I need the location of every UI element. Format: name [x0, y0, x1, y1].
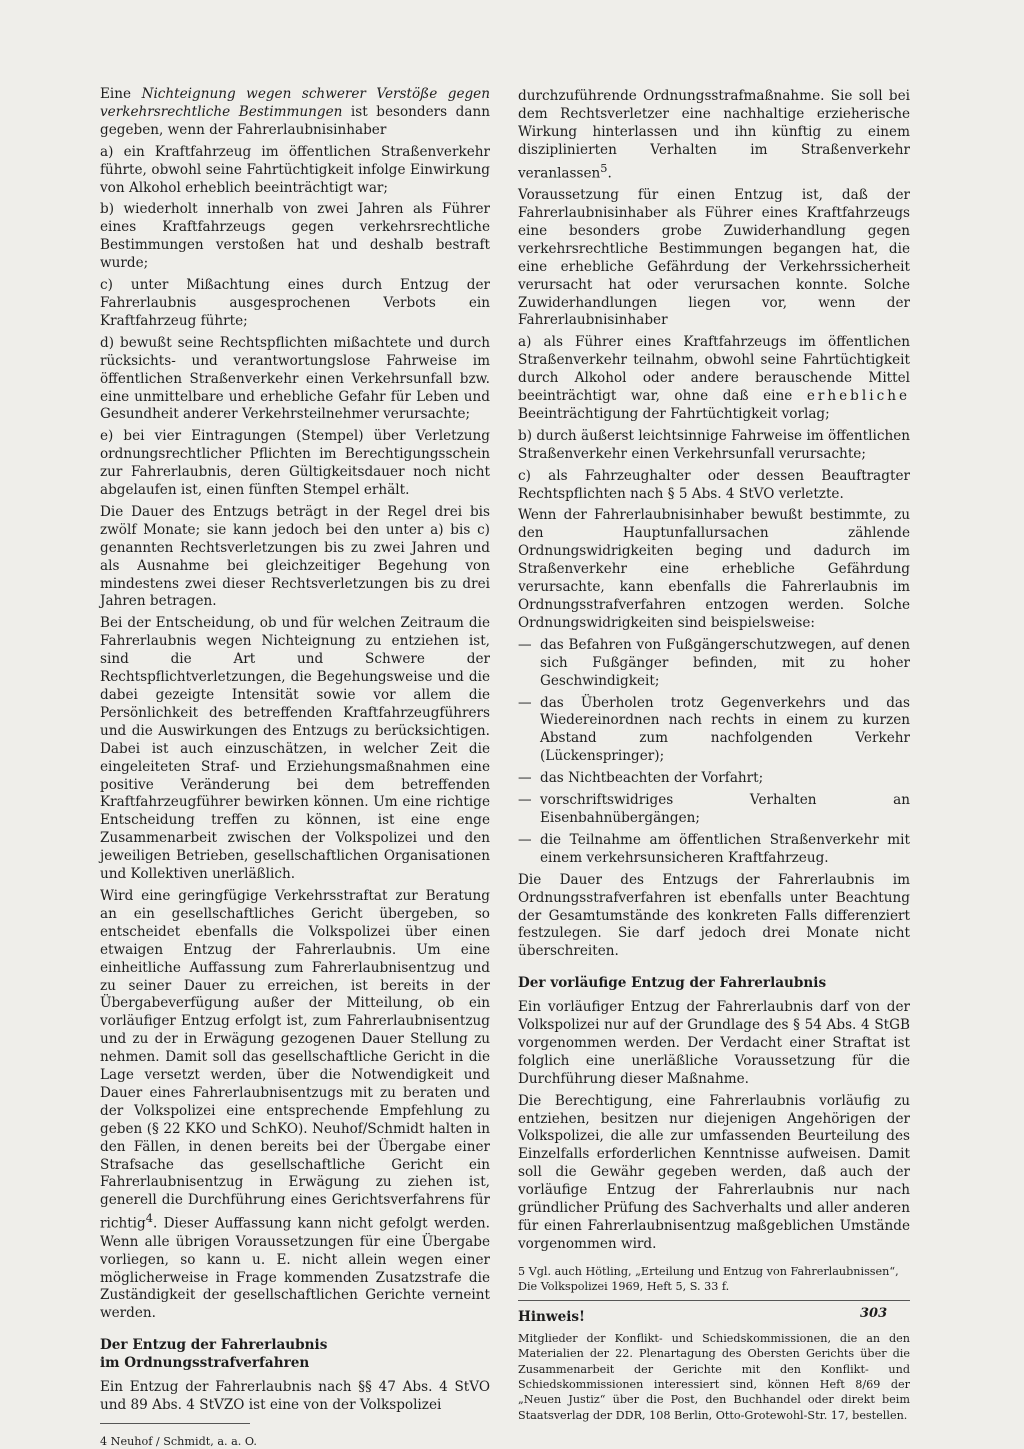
footnote-ref-4: 4 [145, 1211, 153, 1226]
dash-text: das Überholen trotz Gegenverkehrs und das Wiedereinordnen nach rechts in einem zu kurzen Abstand zum nachfolgenden Verkehr (Lückenspringer); [540, 694, 910, 765]
berechtigung-paragraph: Die Berechtigung, eine Fahrerlaubnis vorläufig zu entziehen, besitzen nur diejenigen Angehörigen der Volkspolizei, die alle zur umfassenden Beurteilung des Einzelfalls erforderlichen Kenntnisse aufweisen. Damit soll die Gewähr gegeben werden, daß auch der vorläufige Entzug der Fahrerlaubnis nur nach gründlicher Prüfung des Sachverhalts und aller anderen für einen Fahrerlaubnisentzug maßgeblichen Umstände vorgenommen wird. [518, 1092, 910, 1252]
intro-paragraph [100, 86, 490, 140]
duration-ordnungsstraf-paragraph: Die Dauer des Entzugs der Fahrerlaubnis im Ordnungsstrafverfahren ist ebenfalls unter Beachtung der Gesamtumstände des konkreten Falls differenziert festzulegen. Sie darf jedoch drei Monate nicht überschreiten. [518, 871, 910, 960]
measure-paragraph [518, 88, 910, 183]
dash-text: das Nichtbeachten der Vorfahrt; [540, 770, 764, 787]
dash-mark: — [518, 831, 532, 848]
hinweis-text: Mitglieder der Konflikt- und Schiedskommissionen, die an den Materialien der 22. Plenartagung des Obersten Gerichts über die Zusammenarbeit der Gerichte mit den Konflikt- und Schiedskommissionen interessiert sind, können Heft 8/69 der „Neuen Justiz“ über die Post, den Buchhandel oder direkt beim Staatsverlag der DDR, 108 Berlin, Otto-Grotewohl-Str. 17, bestellen. [518, 1331, 910, 1422]
right-column [518, 88, 910, 1423]
dash-item-1 [518, 637, 910, 691]
section-heading-vorlaeufig: Der vorläufige Entzug der Fahrerlaubnis [518, 975, 827, 992]
dash-text: die Teilnahme am öffentlichen Straßenverkehr mit einem verkehrsunsicheren Kraftfahrzeug. [540, 831, 910, 866]
footnote-4: 4 Neuhof / Schmidt, a. a. O. [100, 1434, 257, 1448]
violations-paragraph: Wenn der Fahrerlaubnisinhaber bewußt bestimmte, zu den Hauptunfallursachen zählende Ordnungswidrigkeiten beging und dadurch im Straßenverkehr eine erhebliche Gefährdung verursachte, kann ebenfalls die Fahrerlaubnis im Ordnungsstrafverfahren entzogen werden. Solche Ordnungswidrigkeiten sind beispielsweise: [518, 507, 910, 631]
court-text-end: . Dieser Auffassung kann nicht gefolgt werden. Wenn alle übrigen Voraussetzungen für eine Übergabe vorliegen, so kann u. E. nicht allein wegen einer möglicherweise in Frage kommenden Zusatzstrafe die Zuständigkeit der gesellschaftlichen Gerichte verneint werden. [100, 1215, 490, 1322]
dash-mark: — [518, 694, 532, 711]
intro-text-end: ist besonders dann gegeben, wenn der Fahrerlaubnisinhaber [100, 103, 490, 138]
heading-line-1: Der Entzug der Fahrerlaubnis [100, 1337, 328, 1354]
page-number: 303 [860, 1306, 888, 1321]
right-item-a-end: Beeinträchtigung der Fahrtüchtigkeit vorlag; [518, 405, 830, 422]
right-item-a [518, 334, 910, 424]
dash-mark: — [518, 636, 532, 653]
prerequisite-paragraph: Voraussetzung für einen Entzug ist, daß der Fahrerlaubnisinhaber als Führer eines Kraftfahrzeugs eine besonders grobe Zuwiderhandlung gegen verkehrsrechtliche Bestimmungen begangen hat, die eine erhebliche Gefährdung der Verkehrssicherheit verursacht hat oder verursachen konnte. Solche Zuwiderhandlungen liegen vor, wenn der Fahrerlaubnisinhaber [518, 187, 910, 329]
duration-paragraph: Die Dauer des Entzugs beträgt in der Regel drei bis zwölf Monate; sie kann jedoch bei den unter a) bis c) genannten Rechtsverletzungen bis zu zwei Jahren und als Ausnahme bei gleichzeitiger Begehung von mindestens zwei dieser Rechtsverletzungen bis zu drei Jahren betragen. [100, 503, 490, 610]
dash-text: das Befahren von Fußgängerschutzwegen, auf denen sich Fußgänger befinden, mit zu hoher Geschwindigkeit; [540, 636, 910, 689]
item-d: d) bewußt seine Rechtspflichten mißachtete und durch rücksichts- und verantwortungslose Fahrweise im öffentlichen Straßenverkehr einen Verkehrsunfall bzw. eine unmittelbare und erhebliche Gefahr für Leben und Gesundheit anderer Verkehrsteilnehmer verursachte; [100, 334, 490, 423]
hinweis-title: Hinweis! [518, 1308, 586, 1325]
item-e: e) bei vier Eintragungen (Stempel) über Verletzung ordnungsrechtlicher Pflichten im Berechtigungsschein zur Fahrerlaubnis, deren Gültigkeitsdauer noch nicht abgelaufen ist, einen fünften Stempel erhält. [100, 428, 490, 499]
court-paragraph [100, 888, 490, 1323]
dash-text: vorschriftswidriges Verhalten an Eisenbahnübergängen; [540, 792, 910, 826]
footnote-divider [100, 1423, 250, 1424]
right-item-a-start: a) als Führer eines Kraftfahrzeugs im öffentlichen Straßenverkehr teilnahm, obwohl seine Fahrtüchtigkeit durch Alkohol oder andere berauschende Mittel beeinträchtigt war, ohne daß eine [518, 334, 910, 405]
dash-item-5 [518, 832, 910, 868]
footnote-5: 5 Vgl. auch Hötling, „Erteilung und Entzug von Fahrerlaubnissen“, Die Volkspolizei 1969, Heft 5, S. 33 f. [518, 1264, 899, 1293]
decision-paragraph: Bei der Entscheidung, ob und für welchen Zeitraum die Fahrerlaubnis wegen Nichteignung zu entziehen ist, sind die Art und Schwere der Rechtspflichtverletzungen, die Begehungsweise und die dabei gezeigte Intensität sowie vor allem die Persönlichkeit des betreffenden Kraftfahrzeugführers und die Auswirkungen des Entzugs zu berücksichtigen. Dabei ist auch einzuschätzen, in welcher Zeit die eingeleiteten Straf- und Erziehungsmaßnahmen eine positive Veränderung bei dem betreffenden Kraftfahrzeugführer bewirken können. Um eine richtige Entscheidung treffen zu können, ist eine enge Zusammenarbeit zwischen der Volkspolizei und den jeweiligen Betrieben, gesellschaftlichen Organisationen und Kollektiven unerläßlich. [100, 615, 490, 883]
dash-item-4 [518, 792, 910, 828]
section-heading-ordnungsstraf [100, 1337, 490, 1373]
dash-item-3 [518, 770, 910, 788]
right-item-b: b) durch äußerst leichtsinnige Fahrweise im öffentlichen Straßenverkehr einen Verkehrsunfall verursachte; [518, 427, 910, 462]
hinweis-divider [518, 1300, 910, 1301]
item-a: a) ein Kraftfahrzeug im öffentlichen Straßenverkehr führte, obwohl seine Fahrtüchtigkeit infolge Einwirkung von Alkohol erheblich beeinträchtigt war; [100, 143, 490, 196]
item-b: b) wiederholt innerhalb von zwei Jahren als Führer eines Kraftfahrzeugs gegen verkehrsrechtliche Bestimmungen verstoßen hat und deshalb bestraft wurde; [100, 201, 490, 272]
intro-emphasis: Nichteignung wegen schwerer Verstöße gegen verkehrsrechtliche Bestimmungen [100, 86, 490, 120]
right-item-c: c) als Fahrzeughalter oder dessen Beauftragter Rechtspflichten nach § 5 Abs. 4 StVO verletzte. [518, 467, 910, 502]
ordnungsstraf-paragraph: Ein Entzug der Fahrerlaubnis nach §§ 47 Abs. 4 StVO und 89 Abs. 4 StVZO ist eine von der Volkspolizei [100, 1379, 490, 1413]
measure-text: durchzuführende Ordnungsstrafmaßnahme. Sie soll bei dem Rechtsverletzer eine nachhaltige erzieherische Wirkung hinterlassen und ihn künftig zu einem disziplinierten Verhalten im Straßenverkehr veranlassen [518, 88, 910, 182]
spaced-emphasis: erhebliche [806, 388, 910, 405]
dash-mark: — [518, 770, 532, 787]
footnote-ref-5: 5 [600, 160, 608, 175]
dash-item-2 [518, 695, 910, 767]
measure-text-end: . [607, 165, 612, 182]
item-c: c) unter Mißachtung eines durch Entzug der Fahrerlaubnis ausgesprochenen Verbots ein Kraftfahrzeug führte; [100, 277, 490, 329]
court-text-start: Wird eine geringfügige Verkehrsstraftat zur Beratung an ein gesellschaftliches Gericht übergeben, so entscheidet ebenfalls die Volkspolizei über einen etwaigen Entzug der Fahrerlaubnis. Um eine einheitliche Auffassung zum Fahrerlaubnisentzug und zu seiner Dauer zu erreichen, ist bereits in der Übergabeverfügung außer der Mitteilung, ob ein vorläufiger Entzug erfolgt ist, zum Fahrerlaubnisentzug und zu der in Erwägung gezogenen Dauer Stellung zu nehmen. Damit soll das gesellschaftliche Gericht in die Lage versetzt werden, über die Notwendigkeit und Dauer eines Fahrerlaubnisentzugs mit zu beraten und der Volkspolizei eine entsprechende Empfehlung zu geben (§ 22 KKO und SchKO). Neuhof/Schmidt halten in den Fällen, in denen bereits bei der Übergabe einer Strafsache das gesellschaftliche Gericht ein Fahrerlaubnisentzug in Erwägung zu ziehen ist, generell die Durchführung eines Gerichtsverfahrens für richtig [100, 887, 490, 1232]
vorlaeufig-paragraph: Ein vorläufiger Entzug der Fahrerlaubnis darf von der Volkspolizei nur auf der Grundlage des § 54 Abs. 4 StGB vorgenommen werden. Der Verdacht einer Straftat ist folglich eine unerläßliche Voraussetzung für die Durchführung dieser Maßnahme. [518, 999, 910, 1087]
heading-line-2: im Ordnungsstrafverfahren [100, 1355, 310, 1372]
intro-text-start: Eine [100, 86, 142, 102]
dash-mark: — [518, 792, 532, 809]
left-column [100, 86, 490, 1449]
